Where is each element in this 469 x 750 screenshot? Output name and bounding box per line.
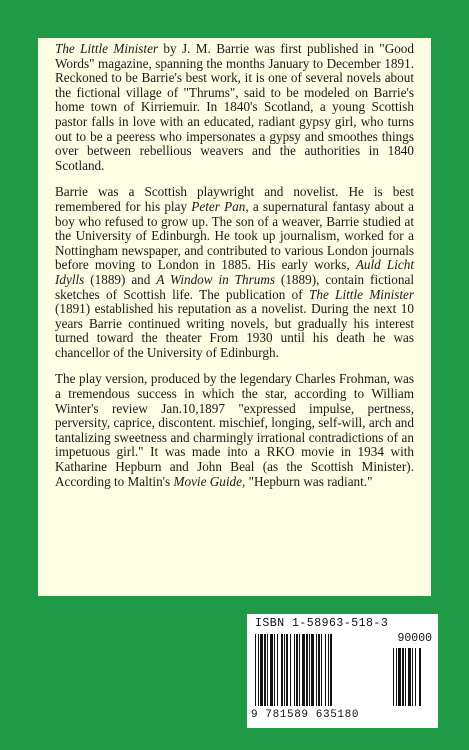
paragraph-play: The play version, produced by the legendary Charles Frohman, was a tremendous success in which the star, according to William Winter's review Jan.10,1897 "expressed impulse, pertness, perversity, caprice, discontent. mischief, longing, self-will, arch and tantalizing sweetness and charmingly irrational contradictions of an impetuous girl." It was made into a RKO movie in 1934 with Katharine Hepburn and John Beal (as the Scottish Minister). According to Maltin's Movie Guide, "Hepburn was radiant." [55,371,414,489]
barcode-bar [258,634,259,706]
barcode-bar [284,634,285,706]
addon-bar [408,648,411,706]
isbn-barcode [247,614,438,728]
addon-bar [415,648,416,706]
addon-bar [402,648,404,706]
barcode-bar [294,634,295,706]
barcode-bar [281,634,283,706]
addon-bar [412,648,413,706]
barcode-bar [274,634,275,706]
addon-bar [405,648,406,706]
barcode-bars [253,634,433,708]
price-addon-label: 90000 [397,632,432,645]
barcode-bar [328,634,329,706]
addon-bar [398,648,401,706]
barcode-bar [255,634,256,706]
addon-bar [419,648,421,706]
barcode-bar [299,634,300,706]
description-panel [38,38,431,596]
barcode-bar [264,634,266,706]
barcode-bar [306,634,308,706]
barcode-bar [325,634,326,706]
barcode-bar [311,634,314,706]
barcode-bar [330,634,332,706]
barcode-bar [286,634,288,706]
barcode-bar [318,634,320,706]
barcode-bar [309,634,310,706]
barcode-bar [260,634,263,706]
book-title: The Little Minister [55,41,159,56]
addon-bar [396,648,397,706]
paragraph-author: Barrie was a Scottish playwright and novelist. He is best remembered for his play Peter Pan, a supernatural fantasy about a boy who refused to grow up. The son of a weaver, Barrie studied at the University of Edinburgh. He took up journalism, worked for a Nottingham newspaper, and contributed to various London journals before moving to London in 1885. His early works, Auld Licht Idylls (1889) and A Window in Thrums (1889), contain fictional sketches of Scottish life. The publication of The Little Minister (1891) established his reputation as a novelist. During the next 10 years Barrie continued writing novels, but gradually his interest turned toward the theater From 1930 until his death he was chancellor of the University of Edinburgh. [55,184,415,360]
barcode-bar [290,634,291,706]
barcode-bar [277,634,278,706]
barcode-bar [270,634,273,706]
barcode-bar [296,634,298,706]
paragraph-publication: The Little Minister by J. M. Barrie was first published in "Good Words" magazine, spanning the months January to December 1891. Reckoned to be Barrie's best work, it is one of several novels about the fictional village of "Thrums", said to be modeled on Barrie's home town of Kirriemuir. In 1840's Scotland, a young Scottish pastor falls in love with an educated, radiant gypsy girl, who turns out to be a peeress who impersonates a gypsy and smoothes things over between rebellious weavers and the authorities in 1840 Scotland. [55,41,414,173]
barcode-digits: 9 781589 635180 [251,709,360,721]
isbn-label: ISBN 1-58963-518-3 [255,617,389,630]
addon-bar [393,648,394,706]
barcode-bar [316,634,317,706]
barcode-bar [321,634,322,706]
barcode-bar [267,634,268,706]
barcode-bar [302,634,305,706]
